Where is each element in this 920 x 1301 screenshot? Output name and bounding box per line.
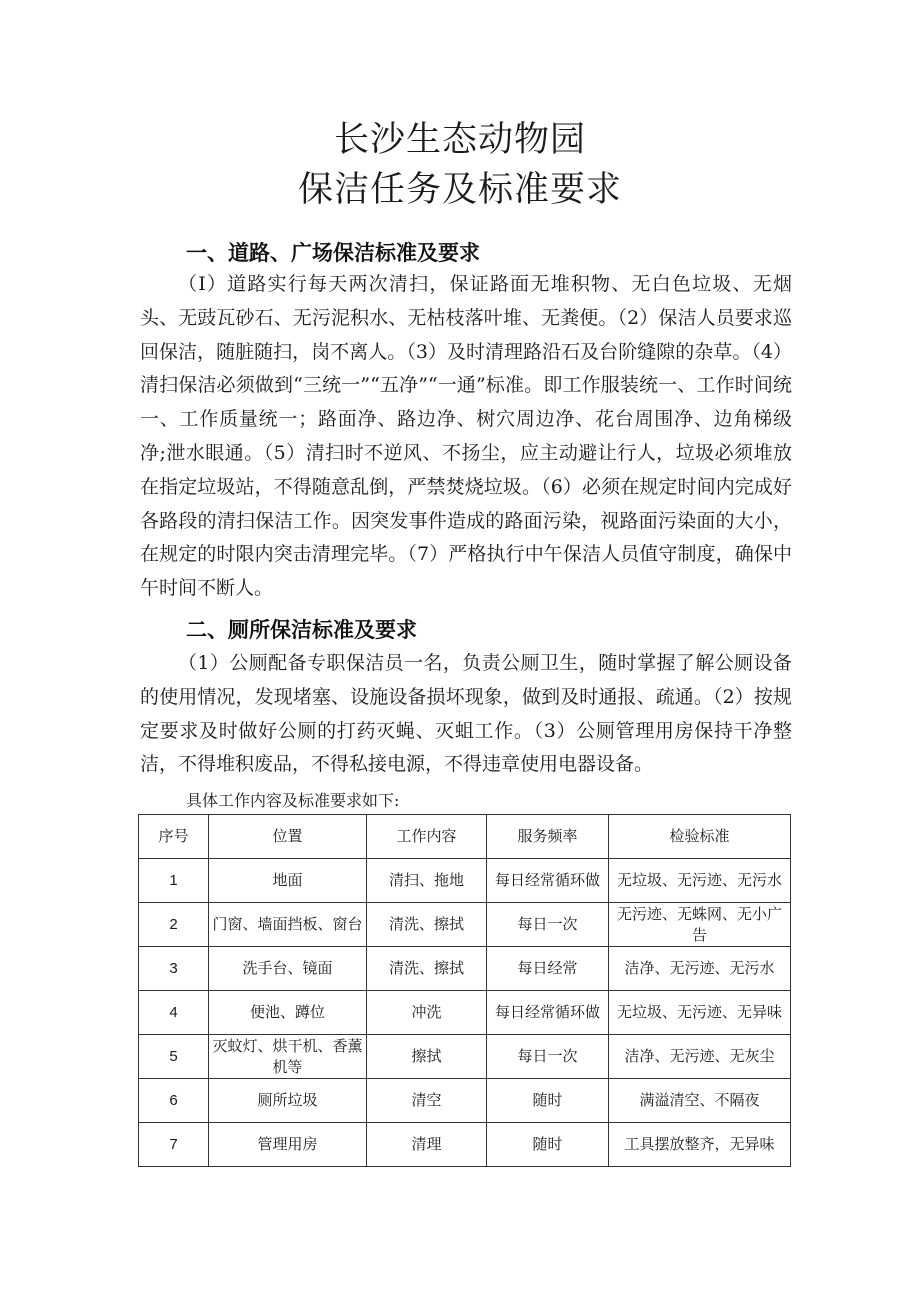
row-frequency: 每日经常循环做 [487,859,609,903]
row-index: 4 [139,991,209,1035]
table-row [139,903,791,947]
header-frequency: 服务频率 [487,815,609,859]
row-work-content: 冲洗 [367,991,487,1035]
row-frequency: 每日经常 [487,947,609,991]
row-location: 门窗、墙面挡板、窗台 [209,903,367,947]
row-standard: 无垃圾、无污迹、无异味 [609,991,791,1035]
row-location: 管理用房 [209,1123,367,1167]
row-location: 洗手台、镜面 [209,947,367,991]
document-subtitle: 保洁任务及标准要求 [297,170,622,210]
row-work-content: 清空 [367,1079,487,1123]
row-work-content: 清理 [367,1123,487,1167]
row-work-content: 清洗、擦拭 [367,947,487,991]
header-index: 序号 [139,815,209,859]
section-2-heading: 二、厕所保洁标准及要求 [186,618,417,642]
row-frequency: 每日一次 [487,903,609,947]
table-row [139,1035,791,1079]
row-standard: 无污迹、无蛛网、无小广告 [609,903,791,947]
table-header-row [139,815,791,859]
row-work-content: 清洗、擦拭 [367,903,487,947]
row-frequency: 每日一次 [487,1035,609,1079]
row-work-content: 清扫、拖地 [367,859,487,903]
table-row [139,859,791,903]
row-frequency: 每日经常循环做 [487,991,609,1035]
table-intro: 具体工作内容及标准要求如下: [186,791,400,810]
header-standard: 检验标准 [609,815,791,859]
row-index: 1 [139,859,209,903]
document-title: 长沙生态动物园 [333,120,586,160]
table-row [139,1079,791,1123]
section-1-heading: 一、道路、广场保洁标准及要求 [186,241,480,265]
section-2-body: （1）公厕配备专职保洁员一名，负责公厕卫生，随时掌握了解公厕设备的使用情况，发现堵塞、设施设备损坏现象，做到及时通报、疏通。（2）按规定要求及时做好公厕的打药灭蝇、灭蛆工作。（3）公厕管理用房保持干净整洁，不得堆积废品，不得私接电源，不得违章使用电器设备。 [140,652,792,776]
table-row [139,947,791,991]
row-index: 7 [139,1123,209,1167]
row-index: 2 [139,903,209,947]
row-standard: 洁净、无污迹、无污水 [609,947,791,991]
row-location: 灭蚊灯、烘干机、香薰机等 [209,1035,367,1079]
row-index: 3 [139,947,209,991]
header-work-content: 工作内容 [367,815,487,859]
row-location: 便池、蹲位 [209,991,367,1035]
header-location: 位置 [209,815,367,859]
row-location: 地面 [209,859,367,903]
row-frequency: 随时 [487,1079,609,1123]
row-standard: 工具摆放整齐，无异味 [609,1123,791,1167]
row-index: 5 [139,1035,209,1079]
row-index: 6 [139,1079,209,1123]
row-standard: 洁净、无污迹、无灰尘 [609,1035,791,1079]
task-standards-table [138,814,791,1167]
section-1-body: （I）道路实行每天两次清扫，保证路面无堆积物、无白色垃圾、无烟头、无豉瓦砂石、无污泥积水、无枯枝落叶堆、无粪便。（2）保洁人员要求巡回保洁，随脏随扫，岗不离人。（3）及时清理路沿石及台阶缝隙的杂草。（4）清扫保洁必须做到“三统一”“五净”“一通”标准。即工作服装统一、工作时间统一、工作质量统一；路面净、路边净、树穴周边净、花台周围净、边角梯级净;泄水眼通。（5）清扫时不逆风、不扬尘，应主动避让行人，垃圾必须堆放在指定垃圾站，不得随意乱倒，严禁焚烧垃圾。（6）必须在规定时间内完成好各路段的清扫保洁工作。因突发事件造成的路面污染，视路面污染面的大小，在规定的时限内突击清理完毕。（7）严格执行中午保洁人员值守制度，确保中午时间不断人。 [140,273,792,600]
row-standard: 无垃圾、无污迹、无污水 [609,859,791,903]
row-frequency: 随时 [487,1123,609,1167]
row-work-content: 擦拭 [367,1035,487,1079]
table-row [139,991,791,1035]
row-location: 厕所垃圾 [209,1079,367,1123]
table-row [139,1123,791,1167]
row-standard: 满溢清空、不隔夜 [609,1079,791,1123]
